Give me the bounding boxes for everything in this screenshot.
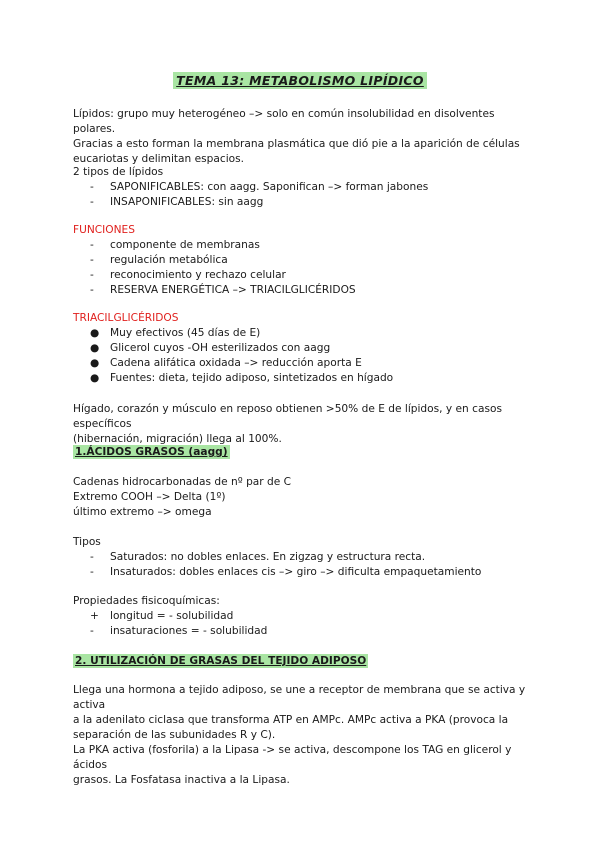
functions-block bbox=[73, 223, 533, 298]
list-item: - INSAPONIFICABLES: sin aagg bbox=[90, 196, 264, 208]
list-item: - Insaturados: dobles enlaces cis –> giro –> dificulta empaquetamiento bbox=[90, 566, 482, 578]
page-title: TEMA 13: METABOLISMO LIPÍDICO bbox=[173, 72, 427, 89]
adipose-line: a la adenilato ciclasa que transforma ATP en AMPc. AMPc activa a PKA (provoca la bbox=[73, 714, 509, 726]
list-item: - insaturaciones = - solubilidad bbox=[90, 625, 268, 637]
list-item: ● Fuentes: dieta, tejido adiposo, sintetizados en hígado bbox=[90, 372, 394, 384]
types-heading: Tipos bbox=[73, 536, 101, 548]
list-item: + longitud = - solubilidad bbox=[90, 610, 234, 622]
dash-marker: - bbox=[90, 284, 94, 296]
list-item: ● Glicerol cuyos -OH esterilizados con aagg bbox=[90, 342, 331, 354]
list-item: - regulación metabólica bbox=[90, 254, 228, 266]
triacylglycerides-heading: TRIACILGLICÉRIDOS bbox=[73, 312, 179, 324]
liver-paragraph bbox=[73, 402, 533, 447]
adipose-line: grasos. La Fosfatasa inactiva a la Lipasa. bbox=[73, 774, 290, 786]
list-item: ● Muy efectivos (45 días de E) bbox=[90, 327, 261, 339]
list-item: - componente de membranas bbox=[90, 239, 260, 251]
functions-heading: FUNCIONES bbox=[73, 224, 135, 236]
section-1-heading-wrap bbox=[73, 445, 533, 460]
page-title-wrap bbox=[0, 73, 600, 88]
list-item: - Saturados: no dobles enlaces. En zigzag y estructura recta. bbox=[90, 551, 426, 563]
properties-block bbox=[73, 594, 533, 639]
dash-marker: - bbox=[90, 566, 94, 578]
triacylglycerides-block bbox=[73, 311, 533, 386]
liver-line: Hígado, corazón y músculo en reposo obtienen >50% de E de lípidos, y en casos específicos bbox=[73, 403, 502, 430]
dash-marker: - bbox=[90, 196, 94, 208]
fatty-acids-line: último extremo –> omega bbox=[73, 506, 212, 518]
bullet-marker: ● bbox=[90, 372, 100, 384]
bullet-marker: ● bbox=[90, 327, 100, 339]
intro-line: Lípidos: grupo muy heterogéneo –> solo en común insolubilidad en disolventes polares. bbox=[73, 108, 495, 135]
bullet-marker: ● bbox=[90, 357, 100, 369]
list-item: ● Cadena alifática oxidada –> reducción aporta E bbox=[90, 357, 362, 369]
dash-marker: - bbox=[90, 181, 94, 193]
lipid-types-heading: 2 tipos de lípidos bbox=[73, 166, 164, 178]
adipose-line: separación de las subunidades R y C). bbox=[73, 729, 276, 741]
dash-marker: - bbox=[90, 269, 94, 281]
dash-marker: - bbox=[90, 254, 94, 266]
intro-paragraph bbox=[73, 107, 533, 167]
section-2-heading-wrap bbox=[73, 654, 533, 669]
adipose-paragraph bbox=[73, 683, 533, 788]
plus-marker: + bbox=[90, 610, 99, 622]
fatty-acids-block bbox=[73, 475, 533, 520]
dash-marker: - bbox=[90, 239, 94, 251]
properties-heading: Propiedades fisicoquímicas: bbox=[73, 595, 220, 607]
list-item: - SAPONIFICABLES: con aagg. Saponifican –> forman jabones bbox=[90, 181, 429, 193]
bullet-marker: ● bbox=[90, 342, 100, 354]
fatty-acid-types-block bbox=[73, 535, 533, 580]
fatty-acids-line: Cadenas hidrocarbonadas de nº par de C bbox=[73, 476, 292, 488]
list-item: - RESERVA ENERGÉTICA –> TRIACILGLICÉRIDOS bbox=[90, 284, 356, 296]
adipose-line: Llega una hormona a tejido adiposo, se une a receptor de membrana que se activa y activa bbox=[73, 684, 526, 711]
dash-marker: - bbox=[90, 625, 94, 637]
adipose-line: La PKA activa (fosforila) a la Lipasa -> se activa, descompone los TAG en glicerol y ácidos bbox=[73, 744, 512, 771]
list-item: - reconocimiento y rechazo celular bbox=[90, 269, 286, 281]
section-1-heading: 1.ÁCIDOS GRASOS (aagg) bbox=[75, 446, 228, 458]
section-2-heading: 2. UTILIZACIÓN DE GRASAS DEL TEJIDO ADIPOSO bbox=[75, 655, 367, 667]
dash-marker: - bbox=[90, 551, 94, 563]
intro-line: eucariotas y delimitan espacios. bbox=[73, 153, 245, 165]
liver-line: (hibernación, migración) llega al 100%. bbox=[73, 433, 282, 445]
lipid-types-block bbox=[73, 165, 533, 210]
fatty-acids-line: Extremo COOH –> Delta (1º) bbox=[73, 491, 226, 503]
intro-line: Gracias a esto forman la membrana plasmática que dió pie a la aparición de células bbox=[73, 138, 520, 150]
